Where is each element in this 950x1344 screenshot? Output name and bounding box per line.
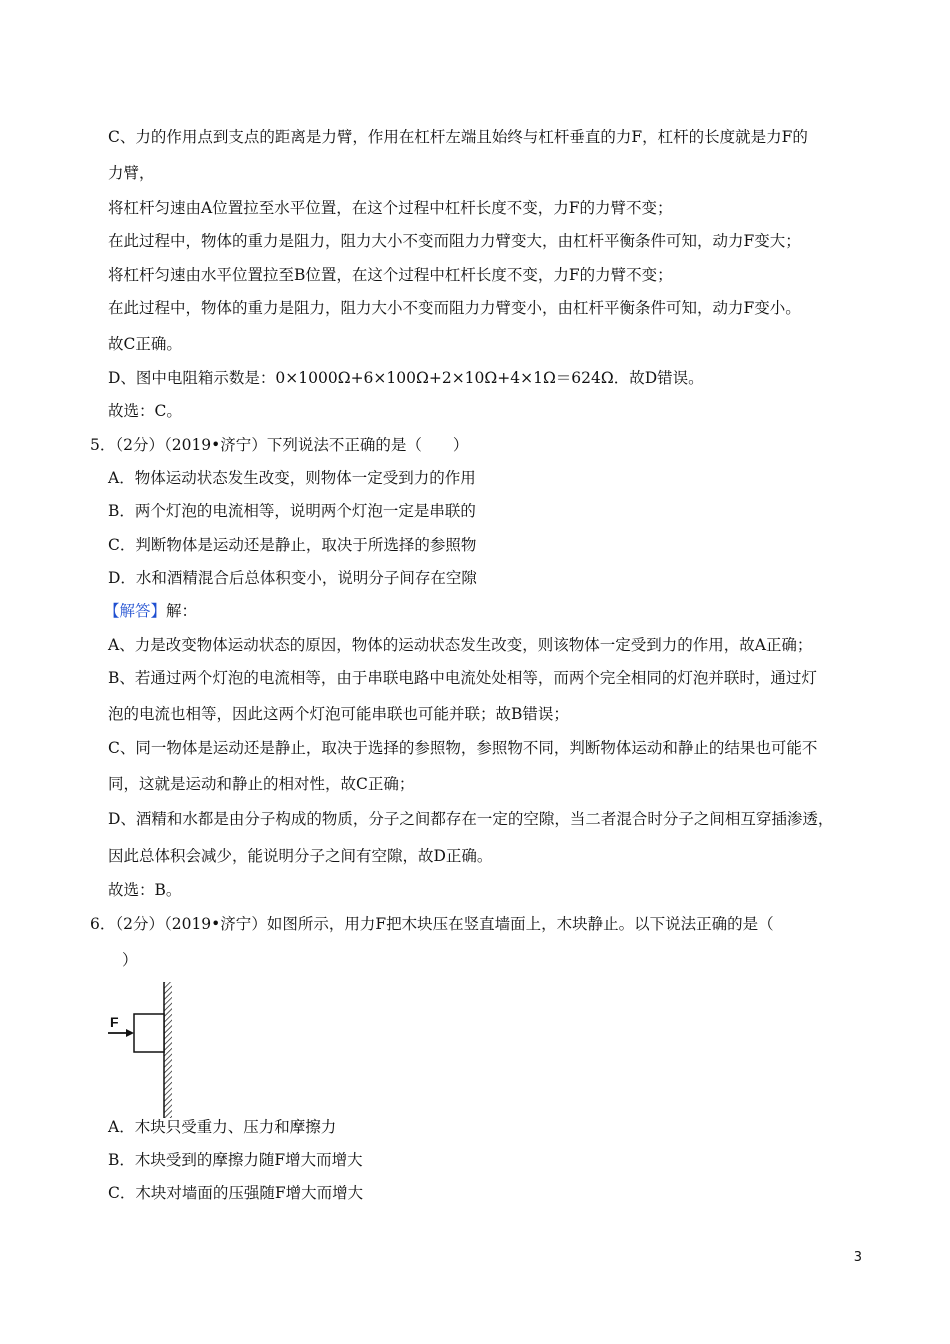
paragraph: 将杠杆匀速由水平位置拉至B位置，在这个过程中杠杆长度不变，力F的力臂不变； bbox=[108, 266, 673, 284]
paragraph: C、力的作用点到支点的距离是力臂，作用在杠杆左端且始终与杠杆垂直的力F，杠杆的长度就是力F的 bbox=[108, 128, 808, 146]
answer-line: 因此总体积会减少，能说明分子之间有空隙，故D正确。 bbox=[108, 847, 493, 865]
figure-svg bbox=[104, 980, 184, 1120]
answer-line: D、酒精和水都是由分子构成的物质，分子之间都存在一定的空隙，当二者混合时分子之间相互穿插渗透， bbox=[108, 810, 834, 828]
page-number: 3 bbox=[853, 1250, 862, 1265]
paragraph: 故选：C。 bbox=[108, 402, 182, 420]
question-5-option: C．判断物体是运动还是静止，取决于所选择的参照物 bbox=[108, 536, 477, 554]
answer-label: 【解答】 bbox=[104, 602, 167, 620]
paragraph: 在此过程中，物体的重力是阻力，阻力大小不变而阻力力臂变小，由杠杆平衡条件可知，动力F变小。 bbox=[108, 299, 801, 317]
answer-line: 故选：B。 bbox=[108, 881, 182, 899]
question-6-option: C．木块对墙面的压强随F增大而增大 bbox=[108, 1184, 364, 1202]
paragraph: 力臂， bbox=[108, 164, 155, 182]
paragraph: 在此过程中，物体的重力是阻力，阻力大小不变而阻力力臂变大，由杠杆平衡条件可知，动力F变大； bbox=[108, 232, 801, 250]
answer-line: B、若通过两个灯泡的电流相等，由于串联电路中电流处处相等，而两个完全相同的灯泡并联时，通过灯 bbox=[108, 669, 817, 687]
question-5-option: B．两个灯泡的电流相等，说明两个灯泡一定是串联的 bbox=[108, 502, 476, 520]
paragraph: 将杠杆匀速由A位置拉至水平位置，在这个过程中杠杆长度不变，力F的力臂不变； bbox=[108, 199, 673, 217]
paragraph: D、图中电阻箱示数是：0×1000Ω+6×100Ω+2×10Ω+4×1Ω＝624Ω．故D错误。 bbox=[108, 369, 704, 387]
question-5-option: A．物体运动状态发生改变，则物体一定受到力的作用 bbox=[108, 469, 476, 487]
question-5-option: D．水和酒精混合后总体积变小，说明分子间存在空隙 bbox=[108, 569, 477, 587]
answer-line: A、力是改变物体运动状态的原因，物体的运动状态发生改变，则该物体一定受到力的作用，故A正确； bbox=[108, 636, 813, 654]
answer-line: 泡的电流也相等，因此这两个灯泡可能串联也可能并联；故B错误； bbox=[108, 705, 569, 723]
force-label: F bbox=[110, 1014, 119, 1030]
force-arrow-head bbox=[126, 1029, 134, 1037]
question-6-stem-cont: ） bbox=[122, 951, 138, 969]
answer-line: C、同一物体是运动还是静止，取决于选择的参照物，参照物不同，判断物体运动和静止的结果也可能不 bbox=[108, 739, 818, 757]
paragraph: 故C正确。 bbox=[108, 335, 182, 353]
wall-hatching bbox=[164, 982, 172, 1118]
wooden-block bbox=[134, 1014, 164, 1052]
block-on-wall-figure bbox=[104, 980, 184, 1120]
question-6-stem: 6．（2分）（2019•济宁）如图所示，用力F把木块压在竖直墙面上，木块静止。以下说法正确的是（ bbox=[90, 915, 774, 933]
question-6-option: A．木块只受重力、压力和摩擦力 bbox=[108, 1118, 337, 1136]
answer-line: 同，这就是运动和静止的相对性，故C正确； bbox=[108, 775, 415, 793]
question-6-option: B．木块受到的摩擦力随F增大而增大 bbox=[108, 1151, 363, 1169]
question-5-stem: 5．（2分）（2019•济宁）下列说法不正确的是（ ） bbox=[90, 436, 469, 454]
answer-suffix: 解： bbox=[166, 602, 198, 620]
answer-heading bbox=[104, 601, 197, 621]
